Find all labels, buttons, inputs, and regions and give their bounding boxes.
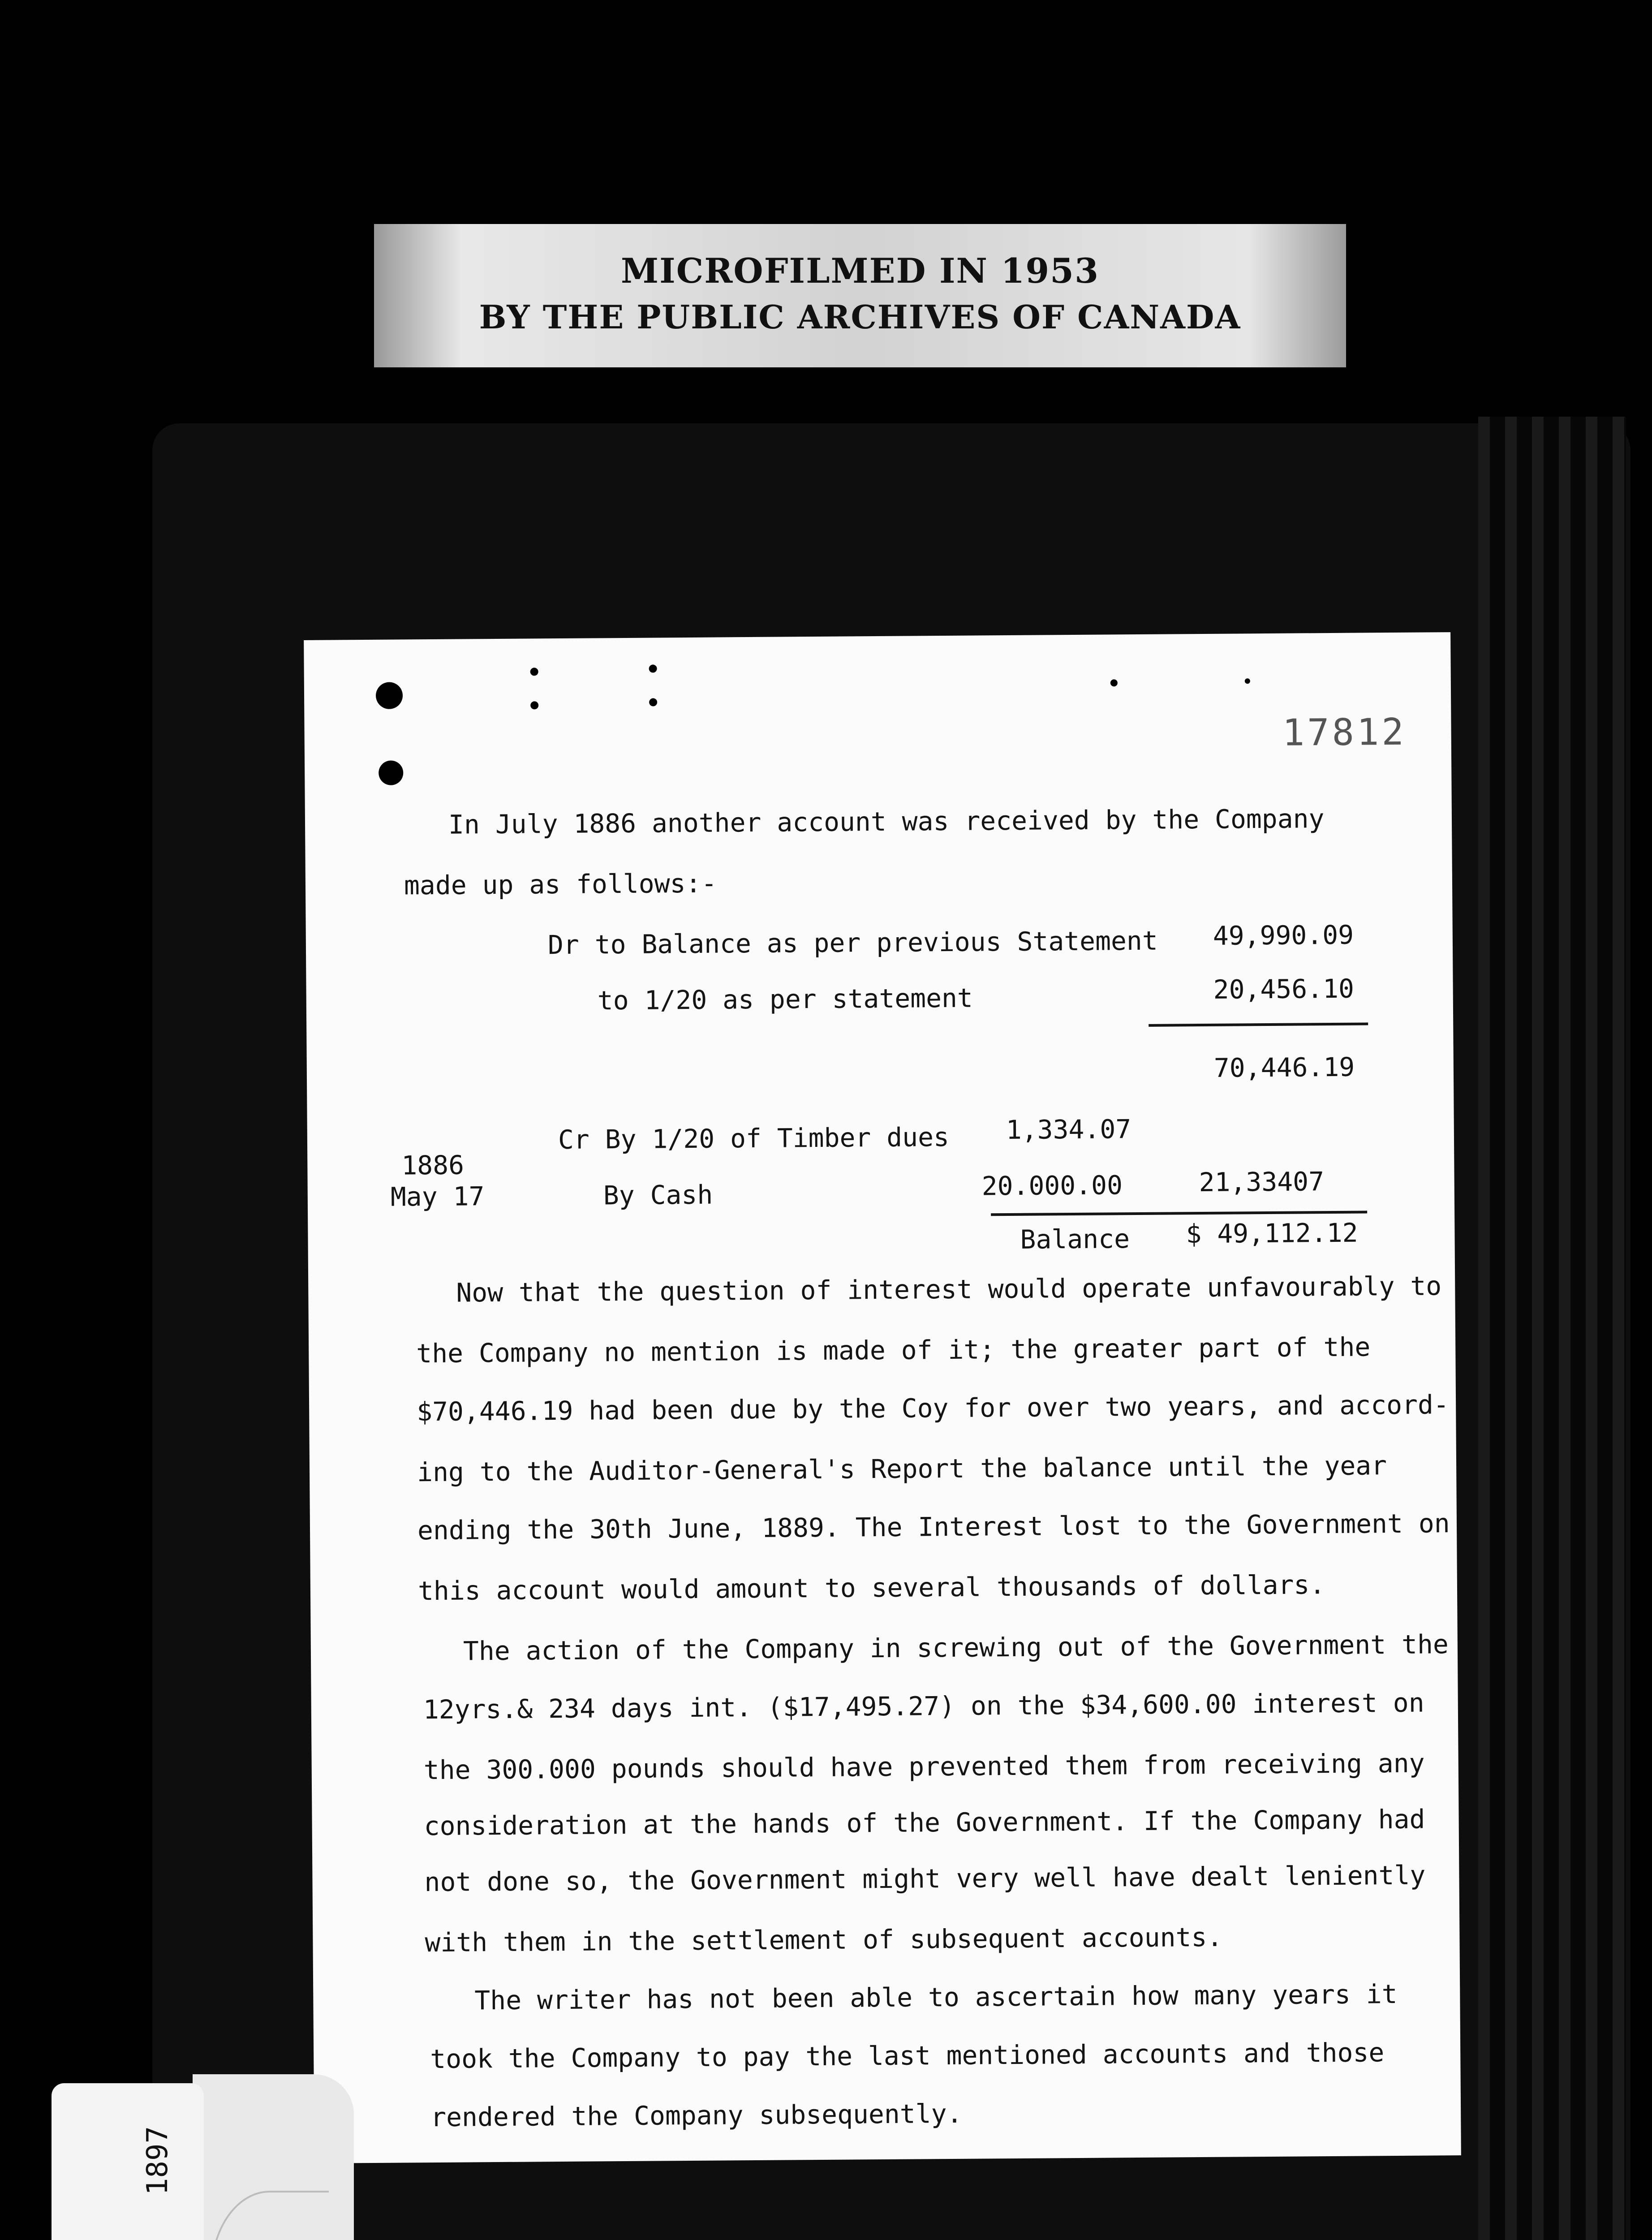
document-page	[304, 632, 1461, 2163]
paragraph-line: ing to the Auditor-General's Report the balance until the year	[417, 1450, 1387, 1488]
film-edge-strip	[1478, 417, 1626, 2240]
paragraph-line: 12yrs.& 234 days int. ($17,495.27) on the $34,600.00 interest on	[423, 1687, 1424, 1725]
debit-label: to 1/20 as per statement	[597, 982, 973, 1016]
balance-rule	[991, 1210, 1367, 1216]
microfilm-label	[374, 224, 1346, 367]
debit-total: 70,446.19	[1213, 1051, 1355, 1083]
punch-mark	[1110, 679, 1118, 686]
intro-line: In July 1886 another account was received by the Company	[448, 803, 1325, 840]
memoranda-tab-year: 1897	[141, 2126, 174, 2195]
microfilm-label-line1: MICROFILMED IN 1953	[621, 251, 1099, 291]
intro-line: made up as follows:-	[404, 868, 717, 901]
entry-date: May 17	[390, 1181, 485, 1212]
microfilm-label-line2: BY THE PUBLIC ARCHIVES OF CANADA	[479, 298, 1241, 336]
punch-mark	[649, 698, 657, 706]
punch-hole	[376, 682, 403, 709]
punch-mark	[1245, 678, 1250, 684]
credit-label: Cr By 1/20 of Timber dues	[558, 1121, 950, 1155]
paragraph-line: this account would amount to several thousands of dollars.	[417, 1569, 1325, 1607]
debit-label: Dr to Balance as per previous Statement	[547, 925, 1158, 961]
paragraph-line: the 300.000 pounds should have prevented them from receiving any	[423, 1748, 1425, 1786]
punch-hole	[379, 760, 403, 785]
credit-amount: 1,334.07	[1006, 1114, 1131, 1146]
balance-label: Balance	[1020, 1223, 1130, 1255]
punch-mark	[530, 668, 538, 676]
paragraph-line: The writer has not been able to ascertain how many years it	[474, 1979, 1398, 2016]
balance-amount: $ 49,112.12	[1186, 1217, 1358, 1249]
folio-number: 17812	[1282, 711, 1407, 754]
entry-year: 1886	[401, 1150, 465, 1181]
paragraph-line: $70,446.19 had been due by the Coy for over two years, and accord-	[416, 1389, 1450, 1427]
paragraph-line: ending the 30th June, 1889. The Interest lost to the Government on	[417, 1508, 1450, 1546]
debit-total-rule	[1149, 1022, 1368, 1026]
paragraph-line: the Company no mention is made of it; the greater part of the	[416, 1331, 1371, 1369]
punch-mark	[649, 664, 657, 672]
credit-amount: 20.000.00	[981, 1170, 1123, 1202]
binder-ring-outline	[211, 2191, 329, 2240]
paragraph-line: The action of the Company in screwing out of the Government the	[463, 1629, 1449, 1667]
paragraph-line: with them in the settlement of subsequent accounts.	[425, 1921, 1223, 1958]
debit-amount: 20,456.10	[1213, 973, 1355, 1005]
memoranda-tab	[52, 2083, 204, 2240]
credit-total: 21,33407	[1199, 1166, 1325, 1198]
paragraph-line: took the Company to pay the last mentioned accounts and those	[430, 2037, 1385, 2075]
debit-amount: 49,990.09	[1213, 919, 1354, 951]
paragraph-line: not done so, the Government might very well have dealt leniently	[424, 1860, 1426, 1898]
paragraph-line: consideration at the hands of the Government. If the Company had	[424, 1804, 1425, 1842]
punch-mark	[530, 701, 538, 709]
credit-label: By Cash	[603, 1179, 713, 1211]
binder-tab-flap	[193, 2074, 354, 2240]
paragraph-line: Now that the question of interest would operate unfavourably to	[456, 1271, 1442, 1308]
paragraph-line: rendered the Company subsequently.	[430, 2098, 963, 2133]
